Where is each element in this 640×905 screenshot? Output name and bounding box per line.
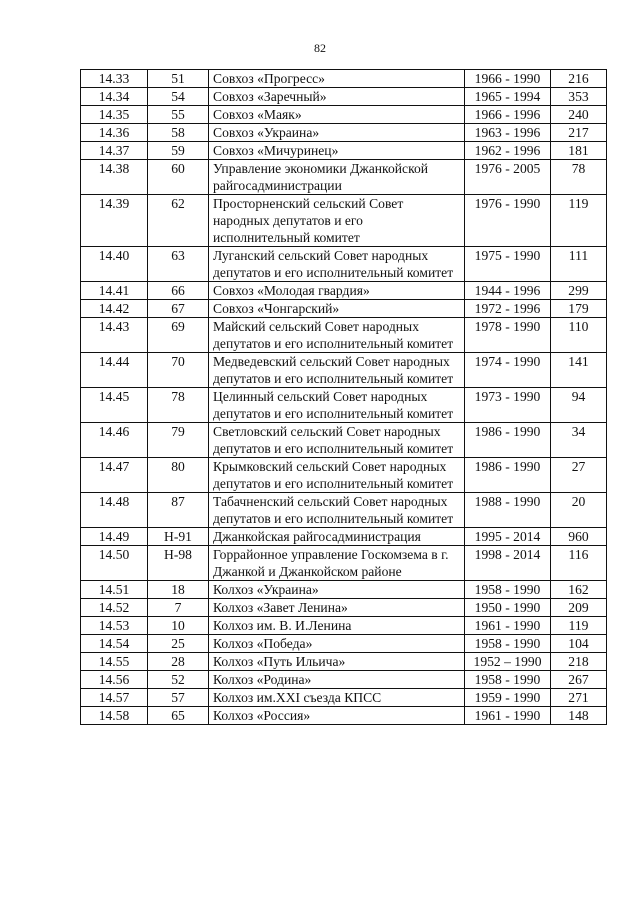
table-row (81, 282, 607, 300)
date-range-cell: 1966 - 1996 (465, 106, 551, 124)
date-range-cell: 1944 - 1996 (465, 282, 551, 300)
fund-number-cell: 25 (148, 635, 209, 653)
fund-name-cell: Майский сельский Совет народных депутатов и его исполнительный комитет (209, 318, 465, 353)
fund-number-cell: 10 (148, 617, 209, 635)
units-count-cell: 217 (551, 124, 607, 142)
date-range-cell: 1975 - 1990 (465, 247, 551, 282)
item-number-cell: 14.37 (81, 142, 148, 160)
fund-name-cell: Джанкойская райгосадминистрация (209, 528, 465, 546)
units-count-cell: 218 (551, 653, 607, 671)
table-row (81, 546, 607, 581)
date-range-cell: 1961 - 1990 (465, 707, 551, 725)
item-number-cell: 14.58 (81, 707, 148, 725)
fund-number-cell: 59 (148, 142, 209, 160)
units-count-cell: 119 (551, 617, 607, 635)
item-number-cell: 14.53 (81, 617, 148, 635)
fund-number-cell: 51 (148, 70, 209, 88)
units-count-cell: 27 (551, 458, 607, 493)
fund-number-cell: 57 (148, 689, 209, 707)
fund-number-cell: 28 (148, 653, 209, 671)
date-range-cell: 1986 - 1990 (465, 458, 551, 493)
date-range-cell: 1973 - 1990 (465, 388, 551, 423)
table-row (81, 388, 607, 423)
item-number-cell: 14.48 (81, 493, 148, 528)
table-row (81, 247, 607, 282)
units-count-cell: 110 (551, 318, 607, 353)
date-range-cell: 1986 - 1990 (465, 423, 551, 458)
table-row (81, 124, 607, 142)
fund-number-cell: 69 (148, 318, 209, 353)
item-number-cell: 14.38 (81, 160, 148, 195)
date-range-cell: 1966 - 1990 (465, 70, 551, 88)
date-range-cell: 1998 - 2014 (465, 546, 551, 581)
fund-number-cell: 79 (148, 423, 209, 458)
date-range-cell: 1958 - 1990 (465, 581, 551, 599)
date-range-cell: 1963 - 1996 (465, 124, 551, 142)
fund-number-cell: 66 (148, 282, 209, 300)
item-number-cell: 14.43 (81, 318, 148, 353)
fund-name-cell: Совхоз «Маяк» (209, 106, 465, 124)
fund-number-cell: 54 (148, 88, 209, 106)
item-number-cell: 14.40 (81, 247, 148, 282)
fund-number-cell: 78 (148, 388, 209, 423)
item-number-cell: 14.56 (81, 671, 148, 689)
units-count-cell: 119 (551, 195, 607, 247)
units-count-cell: 111 (551, 247, 607, 282)
table-row (81, 689, 607, 707)
date-range-cell: 1976 - 2005 (465, 160, 551, 195)
fund-number-cell: 52 (148, 671, 209, 689)
fund-number-cell: 65 (148, 707, 209, 725)
item-number-cell: 14.57 (81, 689, 148, 707)
table-row (81, 142, 607, 160)
date-range-cell: 1959 - 1990 (465, 689, 551, 707)
item-number-cell: 14.49 (81, 528, 148, 546)
archive-funds-table (80, 69, 607, 725)
fund-name-cell: Светловский сельский Совет народных депутатов и его исполнительный комитет (209, 423, 465, 458)
fund-number-cell: 7 (148, 599, 209, 617)
fund-name-cell: Совхоз «Прогресс» (209, 70, 465, 88)
table-row (81, 423, 607, 458)
fund-name-cell: Колхоз им.XXI съезда КПСС (209, 689, 465, 707)
table-body (81, 70, 607, 725)
item-number-cell: 14.47 (81, 458, 148, 493)
fund-name-cell: Совхоз «Заречный» (209, 88, 465, 106)
units-count-cell: 104 (551, 635, 607, 653)
fund-name-cell: Табачненский сельский Совет народных депутатов и его исполнительный комитет (209, 493, 465, 528)
units-count-cell: 179 (551, 300, 607, 318)
date-range-cell: 1958 - 1990 (465, 635, 551, 653)
fund-name-cell: Совхоз «Молодая гвардия» (209, 282, 465, 300)
fund-name-cell: Управление экономики Джанкойской райгосадминистрации (209, 160, 465, 195)
units-count-cell: 116 (551, 546, 607, 581)
fund-name-cell: Просторненский сельский Совет народных депутатов и его исполнительный комитет (209, 195, 465, 247)
units-count-cell: 148 (551, 707, 607, 725)
item-number-cell: 14.33 (81, 70, 148, 88)
item-number-cell: 14.46 (81, 423, 148, 458)
item-number-cell: 14.36 (81, 124, 148, 142)
table-row (81, 300, 607, 318)
date-range-cell: 1952 – 1990 (465, 653, 551, 671)
units-count-cell: 271 (551, 689, 607, 707)
fund-name-cell: Колхоз «Путь Ильича» (209, 653, 465, 671)
fund-name-cell: Медведевский сельский Совет народных депутатов и его исполнительный комитет (209, 353, 465, 388)
units-count-cell: 162 (551, 581, 607, 599)
fund-name-cell: Крымковский сельский Совет народных депутатов и его исполнительный комитет (209, 458, 465, 493)
fund-name-cell: Колхоз им. В. И.Ленина (209, 617, 465, 635)
table-row (81, 707, 607, 725)
item-number-cell: 14.50 (81, 546, 148, 581)
fund-number-cell: 18 (148, 581, 209, 599)
units-count-cell: 299 (551, 282, 607, 300)
units-count-cell: 181 (551, 142, 607, 160)
units-count-cell: 20 (551, 493, 607, 528)
table-row (81, 195, 607, 247)
table-row (81, 653, 607, 671)
date-range-cell: 1978 - 1990 (465, 318, 551, 353)
item-number-cell: 14.41 (81, 282, 148, 300)
table-row (81, 528, 607, 546)
fund-name-cell: Колхоз «Родина» (209, 671, 465, 689)
date-range-cell: 1965 - 1994 (465, 88, 551, 106)
fund-number-cell: 63 (148, 247, 209, 282)
units-count-cell: 216 (551, 70, 607, 88)
item-number-cell: 14.51 (81, 581, 148, 599)
item-number-cell: 14.44 (81, 353, 148, 388)
units-count-cell: 141 (551, 353, 607, 388)
table-row (81, 160, 607, 195)
table-row (81, 106, 607, 124)
table-row (81, 635, 607, 653)
date-range-cell: 1976 - 1990 (465, 195, 551, 247)
item-number-cell: 14.42 (81, 300, 148, 318)
item-number-cell: 14.35 (81, 106, 148, 124)
table-row (81, 353, 607, 388)
table-row (81, 671, 607, 689)
item-number-cell: 14.52 (81, 599, 148, 617)
item-number-cell: 14.55 (81, 653, 148, 671)
fund-name-cell: Совхоз «Чонгарский» (209, 300, 465, 318)
fund-name-cell: Колхоз «Россия» (209, 707, 465, 725)
date-range-cell: 1961 - 1990 (465, 617, 551, 635)
fund-name-cell: Целинный сельский Совет народных депутатов и его исполнительный комитет (209, 388, 465, 423)
fund-name-cell: Совхоз «Мичуринец» (209, 142, 465, 160)
date-range-cell: 1958 - 1990 (465, 671, 551, 689)
item-number-cell: 14.54 (81, 635, 148, 653)
table-row (81, 458, 607, 493)
fund-number-cell: 55 (148, 106, 209, 124)
fund-number-cell: 80 (148, 458, 209, 493)
table-row (81, 599, 607, 617)
table-row (81, 88, 607, 106)
units-count-cell: 960 (551, 528, 607, 546)
fund-name-cell: Совхоз «Украина» (209, 124, 465, 142)
units-count-cell: 78 (551, 160, 607, 195)
table-row (81, 70, 607, 88)
fund-name-cell: Колхоз «Победа» (209, 635, 465, 653)
fund-number-cell: 70 (148, 353, 209, 388)
fund-number-cell: 62 (148, 195, 209, 247)
fund-name-cell: Колхоз «Украина» (209, 581, 465, 599)
fund-name-cell: Горрайонное управление Госкомзема в г. Джанкой и Джанкойском районе (209, 546, 465, 581)
fund-number-cell: Н-98 (148, 546, 209, 581)
units-count-cell: 353 (551, 88, 607, 106)
date-range-cell: 1972 - 1996 (465, 300, 551, 318)
item-number-cell: 14.34 (81, 88, 148, 106)
table-row (81, 318, 607, 353)
date-range-cell: 1950 - 1990 (465, 599, 551, 617)
table-row (81, 581, 607, 599)
date-range-cell: 1974 - 1990 (465, 353, 551, 388)
fund-name-cell: Колхоз «Завет Ленина» (209, 599, 465, 617)
item-number-cell: 14.45 (81, 388, 148, 423)
fund-number-cell: 67 (148, 300, 209, 318)
page-number: 82 (314, 41, 326, 55)
units-count-cell: 34 (551, 423, 607, 458)
fund-name-cell: Луганский сельский Совет народных депутатов и его исполнительный комитет (209, 247, 465, 282)
fund-number-cell: Н-91 (148, 528, 209, 546)
fund-number-cell: 87 (148, 493, 209, 528)
table-row (81, 493, 607, 528)
fund-number-cell: 58 (148, 124, 209, 142)
date-range-cell: 1988 - 1990 (465, 493, 551, 528)
units-count-cell: 267 (551, 671, 607, 689)
fund-number-cell: 60 (148, 160, 209, 195)
units-count-cell: 209 (551, 599, 607, 617)
units-count-cell: 94 (551, 388, 607, 423)
units-count-cell: 240 (551, 106, 607, 124)
item-number-cell: 14.39 (81, 195, 148, 247)
date-range-cell: 1962 - 1996 (465, 142, 551, 160)
table-row (81, 617, 607, 635)
date-range-cell: 1995 - 2014 (465, 528, 551, 546)
